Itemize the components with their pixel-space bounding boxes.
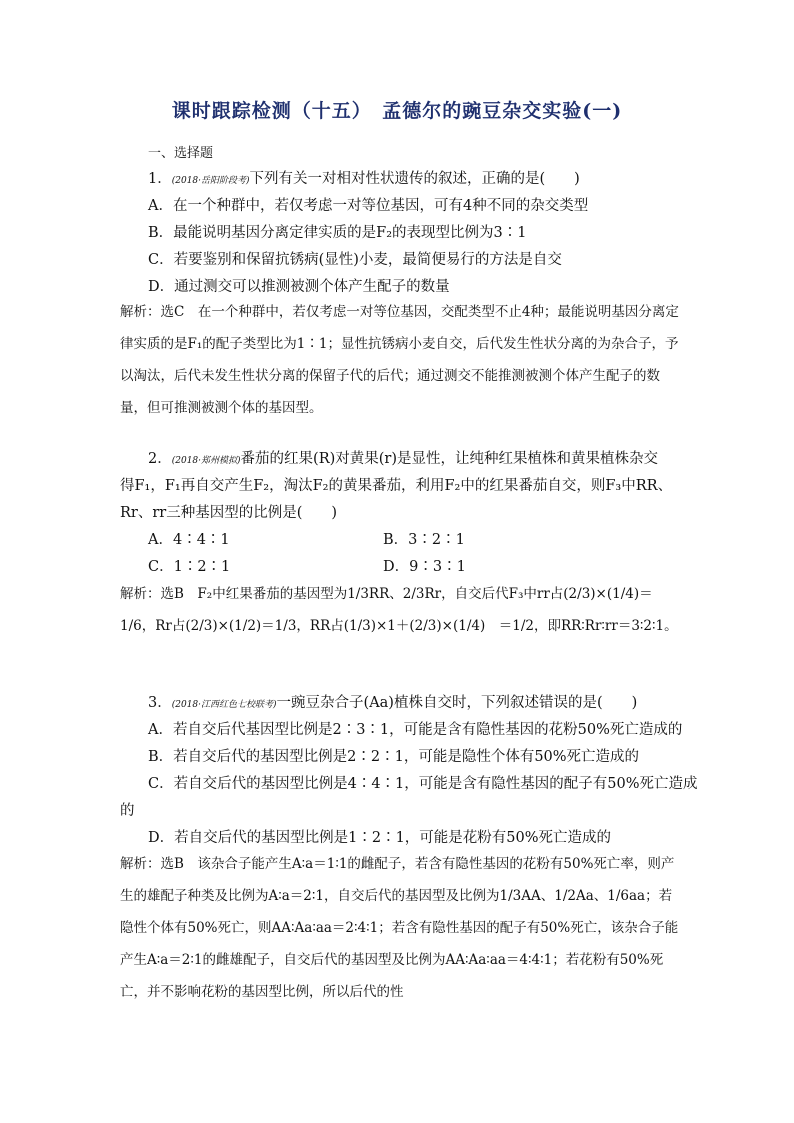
question-2-option-d: D．9∶3∶1 [383,559,466,575]
question-2-analysis: 解析：选B F₂中红果番茄的基因型为1/3RR、2/3Rr，自交后代F₃中rr占(2/3)×(1/4)＝1/6，Rr占(2/3)×(1/2)＝1/3，RR占(1/3)×1＋(2/3)×(1/4) ＝1/2，即RR∶Rr∶rr＝3∶2∶1。 [120,586,678,634]
question-1-option-b: B．最能说明基因分离定律实质的是F₂的表现型比例为3∶1 [148,225,527,241]
question-source: (2018·江西红色七校联考) [171,700,277,710]
question-2-stem-line1 [148,447,658,468]
question-2-option-a: A．4∶4∶1 [148,532,230,548]
question-3-option-d: D．若自交后代的基因型比例是1∶2∶1，可能是花粉有50%死亡造成的 [148,830,612,846]
question-text: 番茄的红果(R)对黄果(r)是显性，让纯种红果植株和黄果植株杂交 [240,451,659,467]
question-text: 一豌豆杂合子(Aa)植株自交时，下列叙述错误的是( ) [276,695,638,711]
question-1-option-a: A．在一个种群中，若仅考虑一对等位基因，可有4种不同的杂交类型 [148,198,589,214]
question-3-analysis: 解析：选B 该杂合子能产生A∶a＝1∶1的雌配子，若含有隐性基因的花粉有50%死亡率，则产生的雄配子种类及比例为A∶a＝2∶1，自交后代的基因型及比例为1/3AA、1/2Aa、1/6aa；若隐性个体有50%死亡，则AA∶Aa∶aa＝2∶4∶1；若含有隐性基因的配子有50%死亡，该杂合子能产生A∶a＝2∶1的雌雄配子，自交后代的基因型及比例为AA∶Aa∶aa＝4∶4∶1；若花粉有50%死亡，并不影响花粉的基因型比例，所以后代的性 [120,856,679,1000]
question-2-option-c: C．1∶2∶1 [148,559,231,575]
question-2-option-b: B．3∶2∶1 [383,532,465,548]
question-1-analysis: 解析：选C 在一个种群中，若仅考虑一对等位基因，交配类型不止4种；最能说明基因分离定律实质的是F₁的配子类型比为1∶1；显性抗锈病小麦自交，后代发生性状分离的为杂合子，予以淘汰，后代未发生性状分离的保留子代的后代；通过测交不能推测被测个体产生配子的数量，但可推测被测个体的基因型。 [120,304,679,416]
question-2-stem-line2: 得F₁，F₁再自交产生F₂，淘汰F₂的黄果番茄，利用F₂中的红果番茄自交，则F₃中RR、 [120,478,673,494]
section-heading: 一、选择题 [148,146,214,161]
question-1-stem [148,167,580,188]
question-source: (2018·郑州模拟) [171,456,241,466]
question-number: 1． [148,171,172,187]
question-3-option-b: B．若自交后代的基因型比例是2∶2∶1，可能是隐性个体有50%死亡造成的 [148,749,640,765]
question-number: 2． [148,451,172,467]
question-number: 3． [148,695,172,711]
question-1-option-c: C．若要鉴别和保留抗锈病(显性)小麦，最简便易行的方法是自交 [148,252,562,268]
question-2-options-row1 [148,528,230,549]
question-3-stem [148,691,637,712]
question-text: 下列有关一对相对性状遗传的叙述，正确的是( ) [249,171,580,187]
question-2-stem-line3: Rr、rr三种基因型的比例是( ) [120,505,338,521]
question-3-option-c-continued: 的 [120,803,135,819]
question-source: (2018·岳阳阶段考) [171,176,250,186]
page-title: 课时跟踪检测（十五） 孟德尔的豌豆杂交实验(一) [171,100,623,122]
question-1-option-d: D．通过测交可以推测被测个体产生配子的数量 [148,279,450,295]
question-3-option-a: A．若自交后代基因型比例是2∶3∶1，可能是含有隐性基因的花粉50%死亡造成的 [148,722,683,738]
question-3-option-c: C．若自交后代的基因型比例是4∶4∶1，可能是含有隐性基因的配子有50%死亡造成 [148,776,698,792]
